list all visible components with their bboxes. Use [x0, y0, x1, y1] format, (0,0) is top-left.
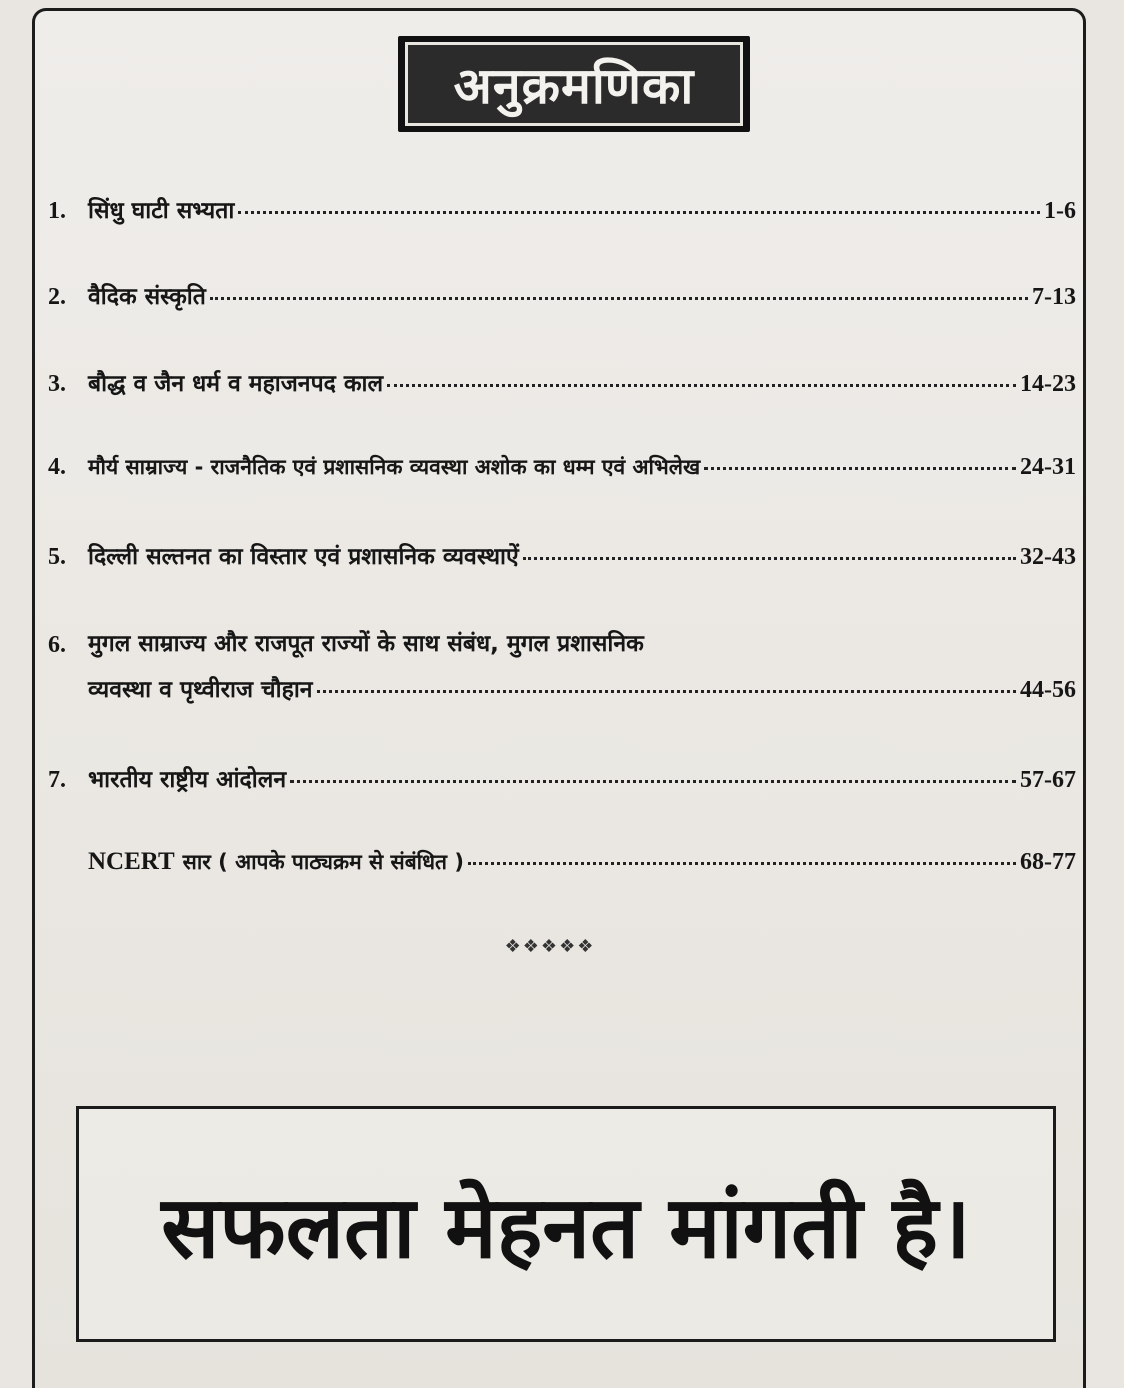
- leader-dots: [704, 467, 1016, 470]
- toc-entry-4[interactable]: [48, 453, 1076, 481]
- toc-pages: 57-67: [1020, 767, 1076, 793]
- toc-pages: 24-31: [1020, 454, 1076, 480]
- leader-dots: [317, 690, 1016, 693]
- leader-dots: [523, 557, 1016, 560]
- toc-entry-6-number: [48, 632, 1076, 659]
- toc-title: दिल्ली सल्तनत का विस्तार एवं प्रशासनिक व्यवस्थाऐं: [88, 544, 519, 570]
- leader-dots: [290, 780, 1016, 783]
- toc-number: 7.: [48, 767, 66, 793]
- motto-text: सफलता मेहनत मांगती है।: [161, 1177, 971, 1278]
- toc-number: 2.: [48, 284, 66, 310]
- ncert-subtitle: सार ( आपके पाठ्यक्रम से संबंधित ): [182, 850, 464, 874]
- ncert-label: NCERT: [88, 848, 175, 875]
- toc-title: मौर्य साम्राज्य - राजनैतिक एवं प्रशासनिक व्यवस्था अशोक का धम्म एवं अभिलेख: [88, 455, 701, 479]
- toc-entry-2[interactable]: [48, 279, 1076, 311]
- toc-entry-1[interactable]: [48, 193, 1076, 225]
- leader-dots: [238, 211, 1040, 214]
- toc-entry-5[interactable]: [48, 539, 1076, 571]
- toc-entry-ncert[interactable]: [48, 848, 1076, 876]
- toc-title: भारतीय राष्ट्रीय आंदोलन: [88, 767, 287, 793]
- toc-pages: 32-43: [1020, 544, 1076, 570]
- toc-entry-6[interactable]: [48, 672, 1076, 704]
- page-title: अनुक्रमणिका: [453, 57, 695, 115]
- toc-pages: 7-13: [1032, 284, 1076, 310]
- heading-banner: [405, 42, 743, 126]
- toc-entry-3[interactable]: [48, 366, 1076, 398]
- toc-number: 5.: [48, 544, 66, 570]
- toc-title-line2: व्यवस्था व पृथ्वीराज चौहान: [88, 677, 313, 703]
- toc-pages: 68-77: [1020, 849, 1076, 875]
- toc-title-line1: मुगल साम्राज्य और राजपूत राज्यों के साथ संबंध, मुगल प्रशासनिक: [88, 631, 644, 657]
- toc-pages: 14-23: [1020, 371, 1076, 397]
- leader-dots: [468, 862, 1016, 865]
- toc-title: बौद्ध व जैन धर्म व महाजनपद काल: [88, 371, 384, 397]
- toc-number: 3.: [48, 371, 66, 397]
- toc-number: 1.: [48, 198, 66, 224]
- toc-title: वैदिक संस्कृति: [88, 284, 206, 310]
- toc-pages: 1-6: [1044, 198, 1076, 224]
- leader-dots: [387, 384, 1016, 387]
- toc-entry-7[interactable]: [48, 762, 1076, 794]
- toc-number: 4.: [48, 454, 66, 480]
- toc-title: सिंधु घाटी सभ्यता: [88, 198, 235, 224]
- ornament-divider: ❖❖❖❖❖: [504, 936, 596, 957]
- leader-dots: [210, 297, 1028, 300]
- motto-box: [76, 1106, 1056, 1342]
- toc-number: 6.: [48, 632, 66, 658]
- toc-pages: 44-56: [1020, 677, 1076, 703]
